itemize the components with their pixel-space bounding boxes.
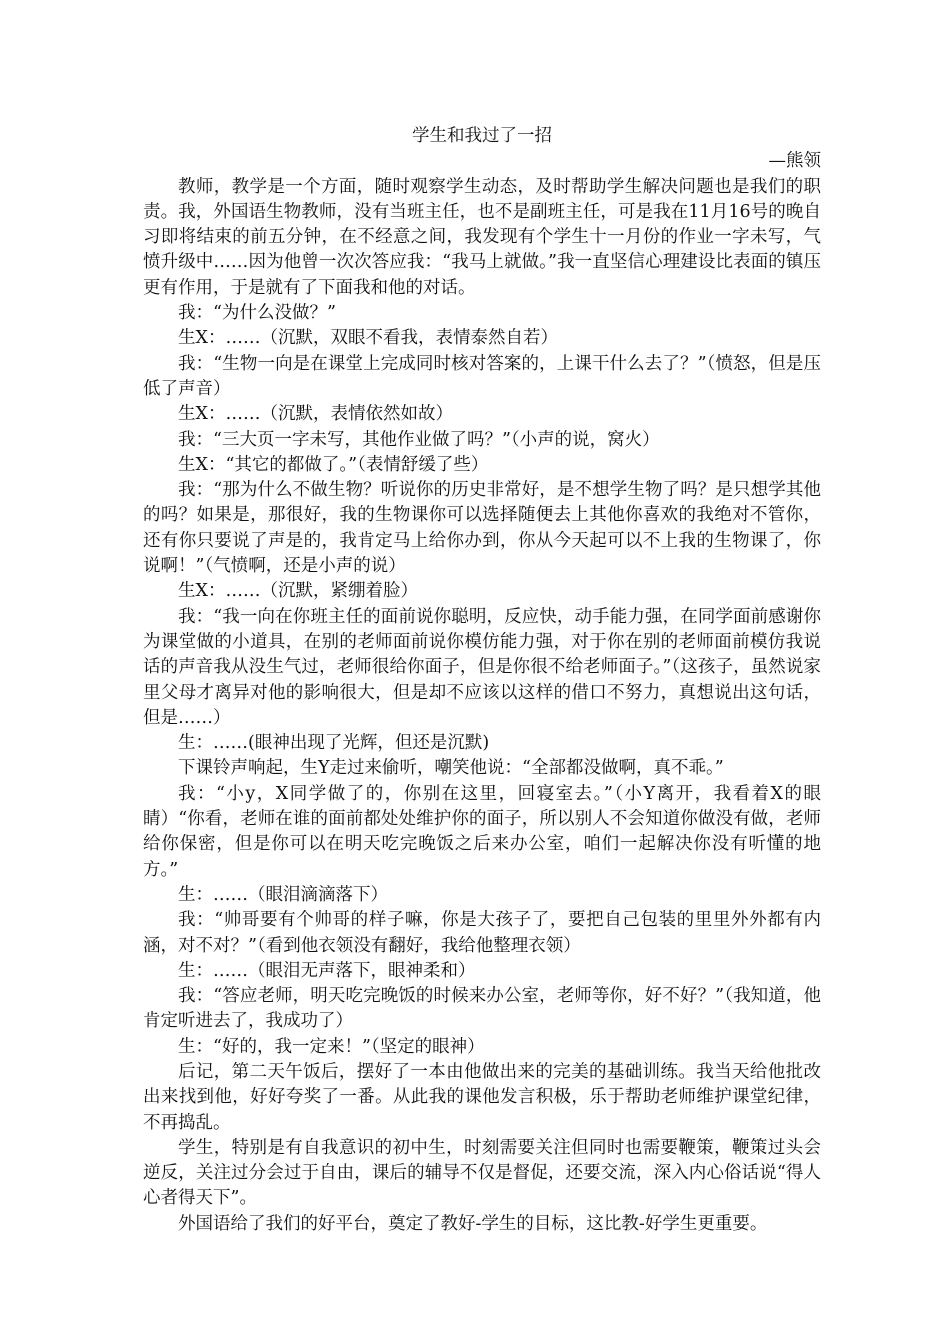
- dialogue-line: 我：“小y，X同学做了的，你别在这里，回寝室去。”（小Y离开，我看着X的眼睛）“你看，老师在谁的面前都处处维护你的面子，所以别人不会知道你做没有做，老师给你保密，但是你可以在明天吃完晚饭之后来办公室，咱们一起解决你没有听懂的地方。”: [143, 783, 821, 880]
- dialogue-line: 生：……（眼泪滴滴落下）: [178, 884, 388, 905]
- narration-line: 下课铃声响起，生Y走过来偷听，嘲笑他说：“全部都没做啊，真不乖。”: [178, 758, 724, 779]
- dialogue-line: 生X：“其它的都做了。”（表情舒缓了些）: [178, 454, 489, 475]
- dialogue-line: 我：“我一向在你班主任的面前说你聪明，反应快，动手能力强，在同学面前感谢你为课堂做的小道具，在别的老师面前说你模仿能力强，对于你在别的老师面前模仿我说话的声音我从没生气过，老师很给你面子，但是你很不给老师面子。”（这孩子，虽然说家里父母才离异对他的影响很大，但是却不应该以这样的借口不努力，真想说出这句话，但是……）: [143, 606, 821, 728]
- paragraph-intro: 教师，教学是一个方面，随时观察学生动态，及时帮助学生解决问题也是我们的职责。我，外国语生物教师，没有当班主任，也不是副班主任，可是我在11月16号的晚自习即将结束的前五分钟，在不经意之间，我发现有个学生十一月份的作业一字未写，气愤升级中……因为他曾一次次答应我：“我马上就做。”我一直坚信心理建设比表面的镇压更有作用，于是就有了下面我和他的对话。: [143, 176, 821, 298]
- dialogue-line: 生：……(眼神出现了光辉，但还是沉默): [178, 733, 490, 754]
- dialogue-line: 我：“为什么没做？”: [178, 303, 336, 324]
- paragraph-reflection: 学生，特别是有自我意识的初中生，时刻需要关注但同时也需要鞭策，鞭策过头会逆反，关注过分会过于自由，课后的辅导不仅是督促，还要交流，深入内心俗话说“得人心者得天下”。: [143, 1137, 821, 1209]
- dialogue-line: 生：“好的，我一定来！”（坚定的眼神）: [178, 1036, 485, 1057]
- paragraph-conclusion: 外国语给了我们的好平台，奠定了教好-学生的目标，这比教-好学生更重要。: [178, 1213, 768, 1234]
- paragraph-postscript: 后记，第二天午饭后，摆好了一本由他做出来的完美的基础训练。我当天给他批改出来找到他，好好夸奖了一番。从此我的课他发言积极，乐于帮助老师维护课堂纪律，不再捣乱。: [143, 1061, 821, 1133]
- dialogue-line: 我：“生物一向是在课堂上完成同时核对答案的，上课干什么去了？”（愤怒，但是压低了声音）: [143, 353, 821, 399]
- dialogue-line: 我：“三大页一字未写，其他作业做了吗？”（小声的说，窝火）: [178, 429, 660, 450]
- dialogue-line: 我：“帅哥要有个帅哥的样子嘛，你是大孩子了，要把自己包装的里里外外都有内涵，对不对？”（看到他衣领没有翻好，我给他整理衣领）: [143, 910, 821, 956]
- dialogue-line: 生X：……（沉默，双眼不看我，表情泰然自若）: [178, 328, 558, 349]
- document-author: —熊领: [768, 151, 821, 172]
- dialogue-line: 生：……（眼泪无声落下，眼神柔和）: [178, 960, 476, 981]
- dialogue-line: 生X：……（沉默，紧绷着脸）: [178, 581, 418, 602]
- dialogue-line: 我：“答应老师，明天吃完晚饭的时候来办公室，老师等你，好不好？”（我知道，他肯定听进去了，我成功了）: [143, 986, 821, 1032]
- document-body: [143, 124, 821, 1237]
- document-title: 学生和我过了一招: [412, 126, 552, 146]
- dialogue-line: 我：“那为什么不做生物？听说你的历史非常好，是不想学生物了吗？是只想学其他的吗？如果是，那很好，我的生物课你可以选择随便去上其他你喜欢的我绝对不管你，还有你只要说了声是的，我肯定马上给你办到，你从今天起可以不上我的生物课了，你说啊！”（气愤啊，还是小声的说）: [143, 480, 821, 577]
- dialogue-line: 生X：……（沉默，表情依然如故）: [178, 404, 453, 425]
